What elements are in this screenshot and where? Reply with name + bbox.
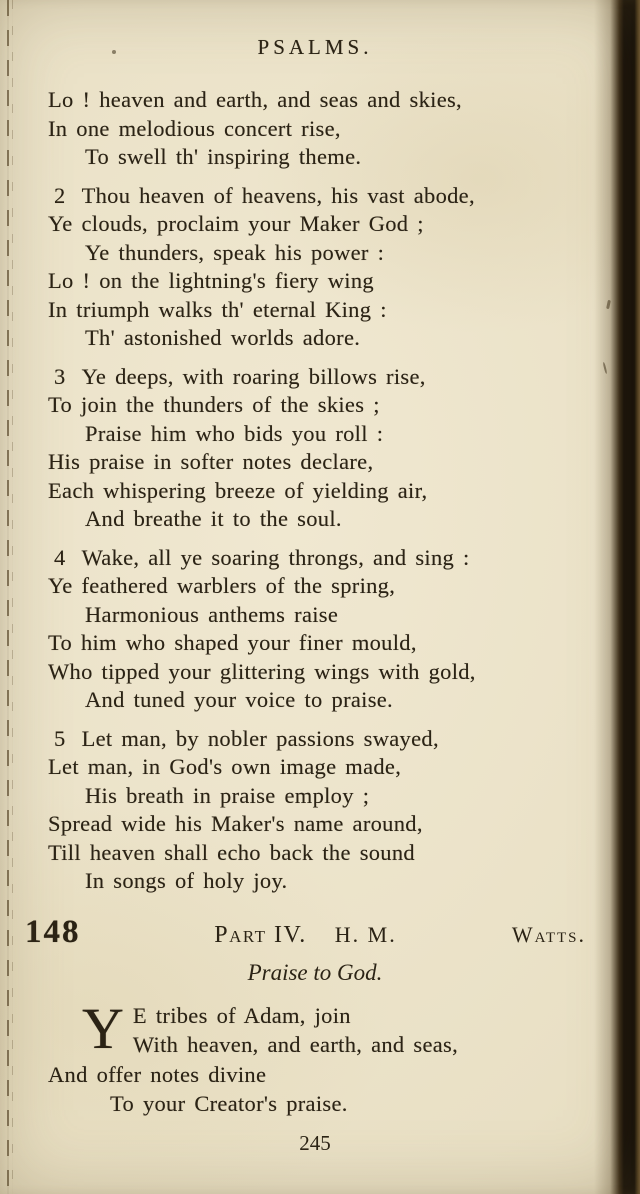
page-number: 245 (299, 1130, 331, 1155)
stanza-number: 2 (54, 182, 66, 208)
verse-line: Each whispering breeze of yielding air, (48, 477, 428, 503)
stanza-number: 3 (54, 363, 66, 389)
hymn-number-cell (25, 914, 214, 951)
verse-line: In one melodious concert rise, (48, 115, 341, 141)
stanza-4 (48, 544, 582, 715)
psalm-verses (48, 86, 582, 896)
verse-line: To join the thunders of the skies ; (48, 392, 380, 417)
verse-line (48, 725, 582, 754)
verse-line: Lo ! on the lightning's fiery wing (48, 268, 374, 293)
verse-line: Ye feathered warblers of the spring, (48, 573, 396, 598)
verse-line: Till heaven shall echo back the sound (48, 839, 415, 865)
verse-line: In songs of holy joy. (85, 868, 288, 893)
page-edge-shadow (594, 0, 640, 1194)
verse-line: To your Creator's praise. (110, 1091, 348, 1116)
verse-line: In triumph walks th' eternal King : (48, 296, 387, 322)
hymn-part-label: Part IV. (214, 921, 307, 948)
stanza-2 (48, 182, 582, 353)
verse-text: Ye deeps, with roaring billows rise, (81, 363, 426, 389)
verse-line (48, 544, 582, 573)
hymn-meter-label: H. M. (334, 921, 397, 947)
verse-line (48, 363, 582, 392)
verse-line: And tuned your voice to praise. (85, 687, 393, 712)
hymn-header (25, 914, 586, 951)
hymn-opening-stanza (48, 995, 582, 1119)
hymn-author: Watts. (511, 921, 586, 947)
verse-line: To him who shaped your finer mould, (48, 630, 417, 655)
verse-text: Let man, by nobler passions swayed, (81, 725, 439, 751)
running-header: PSALMS. (257, 35, 373, 59)
verse-line: His praise in softer notes declare, (48, 449, 374, 474)
verse-line: Lo ! heaven and earth, and seas and skies, (48, 87, 462, 112)
stanza-3 (48, 363, 582, 534)
verse-line: To swell th' inspiring theme. (85, 144, 362, 169)
stanza-5 (48, 725, 582, 896)
hymn-title: Praise to God. (247, 959, 383, 985)
stanza-number: 5 (54, 725, 66, 751)
stanza-number: 4 (54, 544, 66, 570)
verse-line: Praise him who bids you roll : (85, 420, 384, 446)
verse-line: Spread wide his Maker's name around, (48, 811, 423, 836)
hymn-author-cell (397, 922, 586, 948)
verse-text: Thou heaven of heavens, his vast abode, (81, 182, 475, 208)
stanza-continuation (48, 86, 582, 172)
verse-line: His breath in praise employ ; (85, 782, 370, 808)
verse-line: Ye clouds, proclaim your Maker God ; (48, 211, 424, 236)
verse-line: Who tipped your glittering wings with gold, (48, 658, 476, 684)
verse-line (48, 182, 582, 211)
drop-cap-letter: Y (82, 995, 124, 1061)
verse-line: With heaven, and earth, and seas, (132, 1032, 459, 1057)
hymn-meta (214, 922, 397, 949)
verse-line: Ye thunders, speak his power : (85, 239, 385, 265)
hymn-number: 148 (25, 913, 81, 950)
verse-line: Let man, in God's own image made, (48, 754, 402, 779)
verse-text: Wake, all ye soaring throngs, and sing : (81, 544, 470, 570)
verse-line: And offer notes divine (48, 1061, 267, 1087)
verse-line: Th' astonished worlds adore. (85, 325, 361, 350)
ink-speck (112, 50, 116, 54)
verse-line: And breathe it to the soul. (85, 506, 342, 531)
verse-line: E tribes of Adam, join (132, 1002, 351, 1028)
verse-line: Harmonious anthems raise (85, 601, 339, 627)
